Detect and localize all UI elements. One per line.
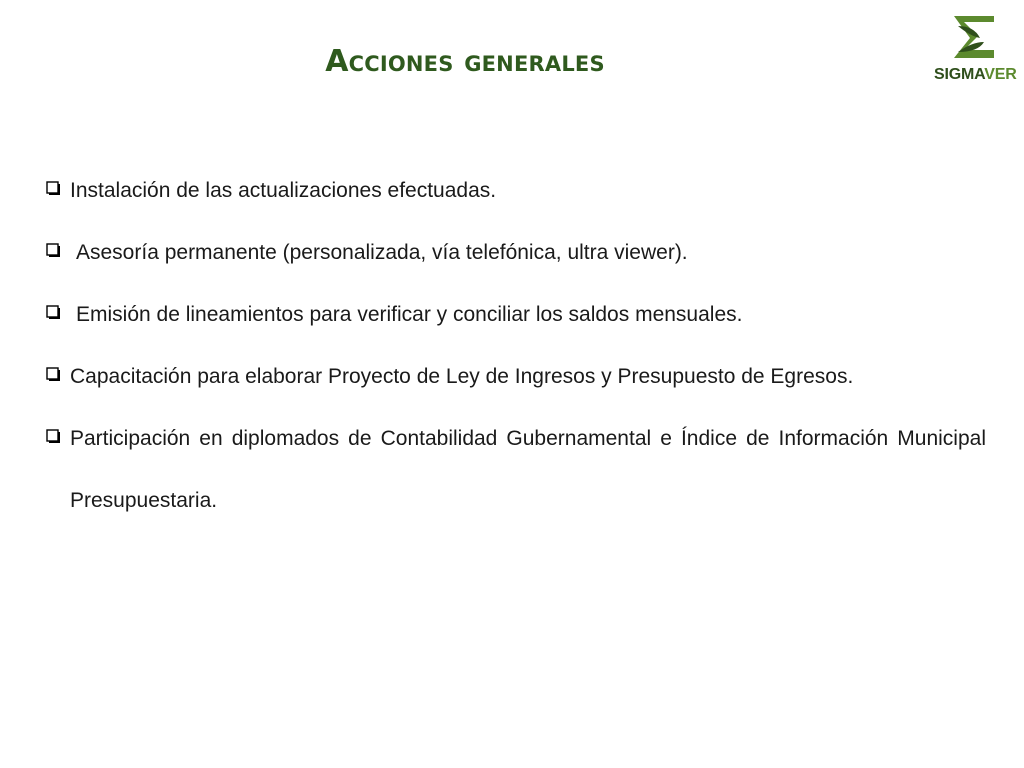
- logo-text-dark: SIGMA: [934, 66, 985, 83]
- bullet-text: Asesoría permanente (personalizada, vía telefónica, ultra viewer).: [76, 241, 688, 264]
- slide-title: Acciones generales: [325, 44, 605, 79]
- bullet-item: [46, 408, 986, 532]
- hollow-square-bullet-icon: [46, 429, 61, 444]
- bullet-item: [46, 160, 986, 222]
- hollow-square-bullet-icon: [46, 305, 61, 320]
- bullet-text: Instalación de las actualizaciones efectuadas.: [70, 179, 497, 202]
- bullet-item: [46, 284, 986, 346]
- hollow-square-bullet-icon: [46, 181, 61, 196]
- sigma-leaf-icon: [950, 12, 998, 66]
- sigmaver-logo: [928, 8, 1024, 84]
- hollow-square-bullet-icon: [46, 367, 61, 382]
- bullet-text: Emisión de lineamientos para verificar y conciliar los saldos mensuales.: [76, 303, 743, 326]
- bullet-item: [46, 222, 986, 284]
- bullet-item: [46, 346, 986, 408]
- bullet-text: Participación en diplomados de Contabilidad Gubernamental e Índice de Información Municipal Presupuestaria.: [70, 427, 986, 512]
- hollow-square-bullet-icon: [46, 243, 61, 258]
- logo-text-light: VER: [984, 66, 1017, 83]
- bullet-list: [46, 160, 986, 532]
- bullet-text: Capacitación para elaborar Proyecto de Ley de Ingresos y Presupuesto de Egresos.: [70, 365, 854, 388]
- logo-wordmark: [934, 66, 1017, 84]
